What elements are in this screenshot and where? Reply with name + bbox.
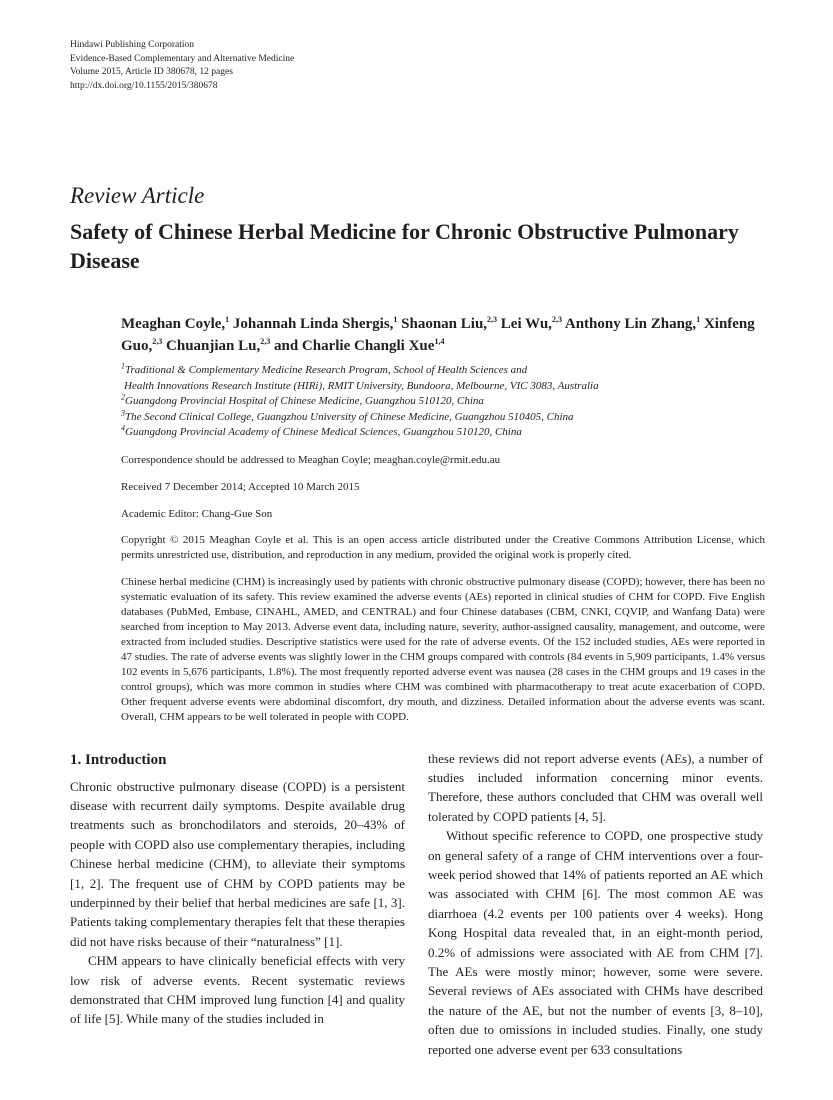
- journal-header: [70, 39, 833, 93]
- journal-name: Evidence-Based Complementary and Alternative Medicine: [70, 53, 295, 64]
- author: Chuanjian Lu,$^{2,3}$: [166, 337, 271, 354]
- academic-editor: Academic Editor: Chang-Gue Son: [121, 507, 273, 520]
- paper-title: Safety of Chinese Herbal Medicine for Chronic Obstructive Pulmonary Disease: [70, 219, 739, 273]
- publisher: Hindawi Publishing Corporation: [70, 40, 195, 50]
- front-matter: [121, 313, 765, 725]
- abstract: Chinese herbal medicine (CHM) is increasingly used by patients with chronic obstructive pulmonary disease (COPD); however, there has been no systematic evaluation of its safety. This review examined the adverse events (AEs) reported in clinical studies of CHM for COPD. Five English databases (PubMed, Embase, CINAHL, AMED, and CENTRAL) and four Chinese databases (CBM, CNKI, CQVIP, and Wanfang Data) were searched from inception to May 2013. Adverse event data, including nature, severity, author-assigned causality, management, and outcome, were extracted from included studies. Descriptive statistics were used for the rate of adverse events. Of the 152 included studies, AEs were reported in 47 studies. The rate of adverse events was slightly lower in the CHM groups compared with controls (84 events in 5,909 participants, 1.4% versus 102 events in 5,676 participants, 1.8%). The most frequently reported adverse event was nausea (28 cases in the CHM groups and 19 cases in the control groups), which was more common in studies where CHM was combined with pharmacotherapy to treat acute exacerbation of COPD. Other frequent adverse events were abdominal discomfort, dry mouth, and dizziness. Detailed information about the adverse events was scant. Overall, CHM appears to be well tolerated in people with COPD.: [121, 575, 765, 723]
- author: and Charlie Changli Xue$^{1,4}$: [273, 337, 445, 354]
- author: Johannah Linda Shergis,$^1$: [232, 315, 398, 332]
- section-heading: 1. Introduction: [70, 751, 167, 768]
- affiliation: Health Innovations Research Institute (HIRi), RMIT University, Bundoora, Melbourne, VIC 3083, Australia: [124, 379, 599, 392]
- correspondence: Correspondence should be addressed to Meaghan Coyle; meaghan.coyle@rmit.edu.au: [121, 453, 501, 466]
- body-columns: [70, 749, 763, 1060]
- affiliation: $^1$Traditional & Complementary Medicine Research Program, School of Health Sciences and: [121, 361, 528, 376]
- paragraph: Without specific reference to COPD, one prospective study on general safety of a range of CHM interventions over a four-week period showed that 14% of patients reported an AE which was associated with CHM [6]. The most common AE was diarrhoea (4.2 events per 100 patients over 4 weeks). Hong Kong Hospital data revealed that, in an eight-month period, 0.2% of admissions were associated with AE from CHM [7]. The AEs were mostly minor; however, some were severe. Several reviews of AEs associated with CHMs have described the nature of the AE, but not the number of events [3, 8–10], often due to omissions in included studies. Finally, one study reported one adverse event per 633 consultations: [428, 828, 763, 1057]
- affiliations: [121, 363, 765, 441]
- affiliation: $^4$Guangdong Provincial Academy of Chinese Medical Sciences, Guangzhou 510120, China: [121, 423, 522, 438]
- affiliation: $^3$The Second Clinical College, Guangzhou University of Chinese Medicine, Guangzhou 510405, China: [121, 407, 574, 423]
- copyright-notice: Copyright © 2015 Meaghan Coyle et al. This is an open access article distributed under the Creative Commons Attribution License, which permits unrestricted use, distribution, and reproduction in any medium, provided the original work is properly cited.: [121, 533, 765, 561]
- left-column: [70, 749, 405, 1029]
- author: Xinfeng Guo,$^{2,3}$: [121, 316, 755, 354]
- paragraph: these reviews did not report adverse events (AEs), a number of studies included information concerning minor events. Therefore, these authors concluded that CHM was overall well tolerated by COPD patients [4, 5].: [428, 750, 763, 824]
- author: Anthony Lin Zhang,$^1$: [564, 315, 701, 332]
- paragraph: CHM appears to have clinically beneficial effects with very low risk of adverse events. Recent systematic reviews demonstrated that CHM improved lung function [4] and quality of life [5]. While many of the studies included in: [70, 953, 405, 1027]
- paragraph: Chronic obstructive pulmonary disease (COPD) is a persistent disease with recurrent daily symptoms. Despite available drug treatments such as bronchodilators and steroids, 20–43% of people with COPD also use complementary therapies, including Chinese herbal medicine (CHM), to alleviate their symptoms [1, 2]. The frequent use of CHM by COPD patients may be underpinned by their belief that herbal medicines are safe [1, 3]. Patients taking complementary therapies felt that these therapies did not have risks because of their “naturalness” [1].: [70, 778, 405, 949]
- doi-link[interactable]: http://dx.doi.org/10.1155/2015/380678: [70, 80, 218, 91]
- author: Meaghan Coyle,$^1$: [121, 315, 230, 332]
- received-date: Received 7 December 2014; Accepted 10 March 2015: [121, 480, 360, 493]
- volume-info: Volume 2015, Article ID 380678, 12 pages: [70, 67, 233, 77]
- article-type: Review Article: [70, 183, 205, 208]
- affiliation: $^2$Guangdong Provincial Hospital of Chinese Medicine, Guangzhou 510120, China: [121, 392, 484, 407]
- author: Shaonan Liu,$^{2,3}$: [401, 315, 498, 332]
- author: Lei Wu,$^{2,3}$: [500, 315, 562, 332]
- right-column: [428, 749, 763, 1060]
- author-list: [121, 313, 765, 357]
